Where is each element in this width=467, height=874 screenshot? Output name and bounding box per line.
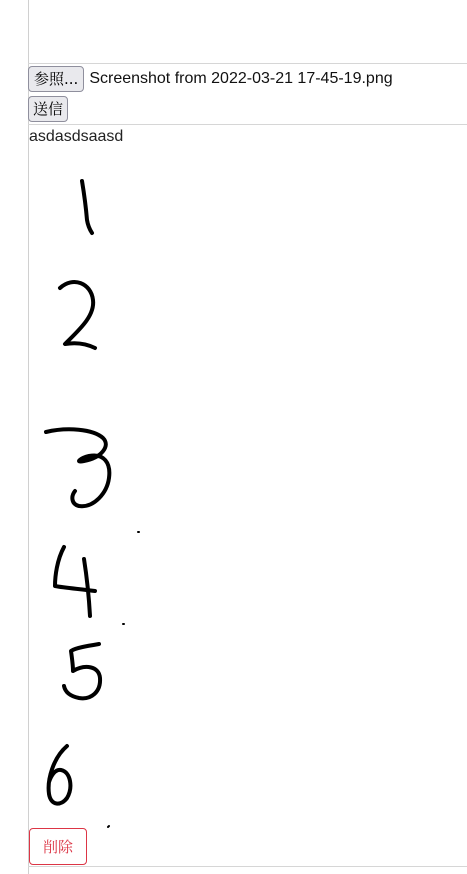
send-button[interactable]: 送信 <box>28 96 68 122</box>
digit-4-stroke-b <box>84 559 90 616</box>
divider-bottom <box>28 866 467 867</box>
post-caption: asdasdsaasd <box>29 128 124 145</box>
digit-5-stroke <box>64 644 100 698</box>
delete-button[interactable]: 削除 <box>29 828 87 865</box>
divider-post <box>28 124 467 125</box>
browse-button[interactable]: 参照... <box>28 66 84 92</box>
stray-dot <box>108 826 109 827</box>
digit-2-stroke <box>60 282 95 348</box>
digit-1-stroke <box>82 181 92 233</box>
digit-6-stroke <box>49 746 71 804</box>
file-upload-control[interactable] <box>28 66 393 92</box>
digit-3-stroke <box>46 429 109 506</box>
divider-top <box>28 63 467 64</box>
selected-file-name: Screenshot from 2022-03-21 17-45-19.png <box>89 70 393 87</box>
handwritten-digits-image <box>29 148 467 828</box>
